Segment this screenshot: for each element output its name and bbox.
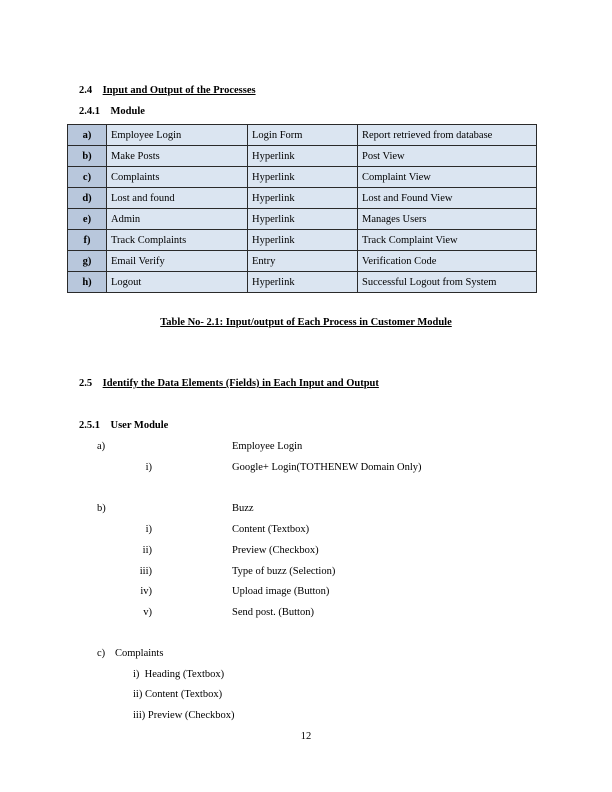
- output-cell: Verification Code: [358, 251, 537, 272]
- section-2-5-heading: [79, 379, 379, 390]
- list-item: ii) Content (Textbox): [133, 689, 223, 700]
- list-item-marker: i): [145, 462, 152, 473]
- input-cell: Hyperlink: [248, 167, 358, 188]
- section-title: Identify the Data Elements (Fields) in Each Input and Output: [102, 378, 379, 389]
- list-item-marker: iv): [140, 586, 152, 597]
- output-cell: Track Complaint View: [358, 230, 537, 251]
- section-2-5-1-heading: [79, 421, 168, 432]
- process-cell: Lost and found: [107, 188, 248, 209]
- row-key: f): [68, 230, 107, 251]
- process-cell: Make Posts: [107, 146, 248, 167]
- list-item: Upload image (Button): [232, 586, 330, 597]
- table-row: [68, 125, 537, 146]
- process-cell: Admin: [107, 209, 248, 230]
- table-caption: Table No- 2.1: Input/output of Each Process in Customer Module: [160, 317, 452, 328]
- input-cell: Hyperlink: [248, 272, 358, 293]
- list-item-marker: ii): [142, 545, 152, 556]
- list-item: Type of buzz (Selection): [232, 566, 336, 577]
- list-marker: b): [97, 503, 106, 514]
- process-cell: Employee Login: [107, 125, 248, 146]
- process-cell: Track Complaints: [107, 230, 248, 251]
- row-key: d): [68, 188, 107, 209]
- table-row: [68, 188, 537, 209]
- output-cell: Manages Users: [358, 209, 537, 230]
- output-cell: Report retrieved from database: [358, 125, 537, 146]
- output-cell: Successful Logout from System: [358, 272, 537, 293]
- list-item: Google+ Login(TOTHENEW Domain Only): [232, 462, 422, 473]
- row-key: e): [68, 209, 107, 230]
- section-title: User Module: [110, 420, 169, 431]
- table-row: [68, 209, 537, 230]
- list-marker: a): [97, 441, 106, 452]
- input-cell: Hyperlink: [248, 209, 358, 230]
- page-number: 12: [300, 731, 312, 742]
- section-2-4-heading: [79, 86, 256, 97]
- section-number: 2.5.1: [79, 420, 100, 431]
- input-cell: Login Form: [248, 125, 358, 146]
- section-2-4-1-heading: [79, 107, 145, 118]
- output-cell: Post View: [358, 146, 537, 167]
- row-key: b): [68, 146, 107, 167]
- input-cell: Hyperlink: [248, 188, 358, 209]
- row-key: h): [68, 272, 107, 293]
- section-number: 2.4.1: [79, 106, 100, 117]
- row-key: c): [68, 167, 107, 188]
- table-row: [68, 146, 537, 167]
- list-item-marker: i): [145, 524, 152, 535]
- list-marker: c): [97, 648, 106, 659]
- table-row: [68, 272, 537, 293]
- process-table: [67, 124, 537, 293]
- list-title: Buzz: [232, 503, 254, 514]
- table-row: [68, 167, 537, 188]
- section-title: Module: [110, 106, 145, 117]
- row-key: g): [68, 251, 107, 272]
- input-cell: Entry: [248, 251, 358, 272]
- list-item: i) Heading (Textbox): [133, 669, 225, 680]
- table-row: [68, 230, 537, 251]
- list-item: Send post. (Button): [232, 607, 314, 618]
- list-title: Employee Login: [232, 441, 303, 452]
- process-cell: Logout: [107, 272, 248, 293]
- output-cell: Lost and Found View: [358, 188, 537, 209]
- section-number: 2.5: [79, 378, 93, 389]
- output-cell: Complaint View: [358, 167, 537, 188]
- process-cell: Email Verify: [107, 251, 248, 272]
- section-number: 2.4: [79, 85, 93, 96]
- table-row: [68, 251, 537, 272]
- list-item-marker: v): [143, 607, 152, 618]
- process-cell: Complaints: [107, 167, 248, 188]
- list-title: Complaints: [115, 648, 164, 659]
- input-cell: Hyperlink: [248, 146, 358, 167]
- row-key: a): [68, 125, 107, 146]
- section-title: Input and Output of the Processes: [102, 85, 256, 96]
- input-cell: Hyperlink: [248, 230, 358, 251]
- list-item: iii) Preview (Checkbox): [133, 710, 235, 721]
- list-item: Content (Textbox): [232, 524, 310, 535]
- list-item-marker: iii): [139, 566, 152, 577]
- list-item: Preview (Checkbox): [232, 545, 319, 556]
